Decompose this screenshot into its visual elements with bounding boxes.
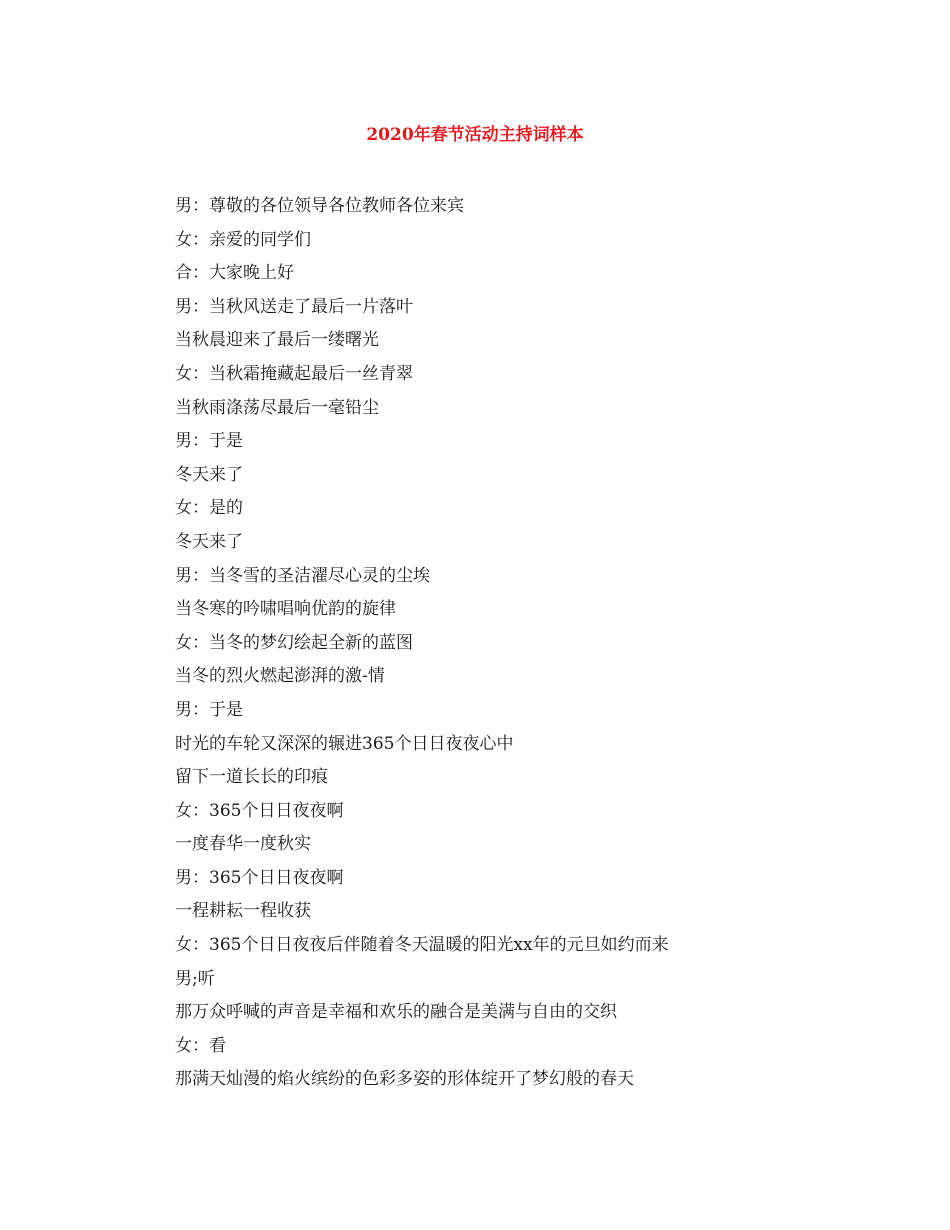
script-line: 一度春华一度秋实 <box>175 834 311 855</box>
script-line: 那满天灿漫的焰火缤纷的色彩多姿的形体绽开了梦幻般的春天 <box>175 1069 634 1090</box>
script-line: 女：看 <box>175 1035 226 1056</box>
script-line: 女：365个日日夜夜后伴随着冬天温暖的阳光xx年的元旦如约而来 <box>175 935 669 956</box>
script-line: 女：亲爱的同学们 <box>175 229 311 250</box>
script-line: 冬天来了 <box>175 531 243 552</box>
script-line: 男：尊敬的各位领导各位教师各位来宾 <box>175 196 464 216</box>
script-line: 女：当冬的梦幻绘起全新的蓝图 <box>175 632 413 653</box>
script-line: 男：于是 <box>175 699 243 720</box>
script-lines <box>175 193 895 1100</box>
script-line: 合：大家晚上好 <box>175 263 294 284</box>
script-line: 一程耕耘一程收获 <box>175 901 311 922</box>
script-line: 当冬的烈火燃起澎湃的激-情 <box>175 666 385 687</box>
script-line: 当秋晨迎来了最后一缕曙光 <box>175 330 379 351</box>
script-line: 时光的车轮又深深的辗进365个日日夜夜心中 <box>175 733 514 754</box>
script-line: 当冬寒的吟啸唱响优韵的旋律 <box>175 599 396 620</box>
document-title: 2020年春节活动主持词样本 <box>366 125 584 145</box>
script-line: 男;听 <box>175 968 215 989</box>
script-line: 那万众呼喊的声音是幸福和欢乐的融合是美满与自由的交织 <box>175 1002 617 1023</box>
script-line: 男：当冬雪的圣洁濯尽心灵的尘埃 <box>175 565 430 586</box>
script-line: 留下一道长长的印痕 <box>175 767 328 788</box>
script-line: 女：当秋霜掩藏起最后一丝青翠 <box>175 363 413 384</box>
script-line: 当秋雨涤荡尽最后一毫铅尘 <box>175 397 379 418</box>
script-line: 男：于是 <box>175 431 243 452</box>
script-line: 冬天来了 <box>175 464 243 485</box>
script-line: 女：是的 <box>175 498 243 519</box>
script-line: 男：365个日日夜夜啊 <box>175 867 344 888</box>
script-line: 女：365个日日夜夜啊 <box>175 800 344 821</box>
script-line: 男：当秋风送走了最后一片落叶 <box>175 296 413 317</box>
